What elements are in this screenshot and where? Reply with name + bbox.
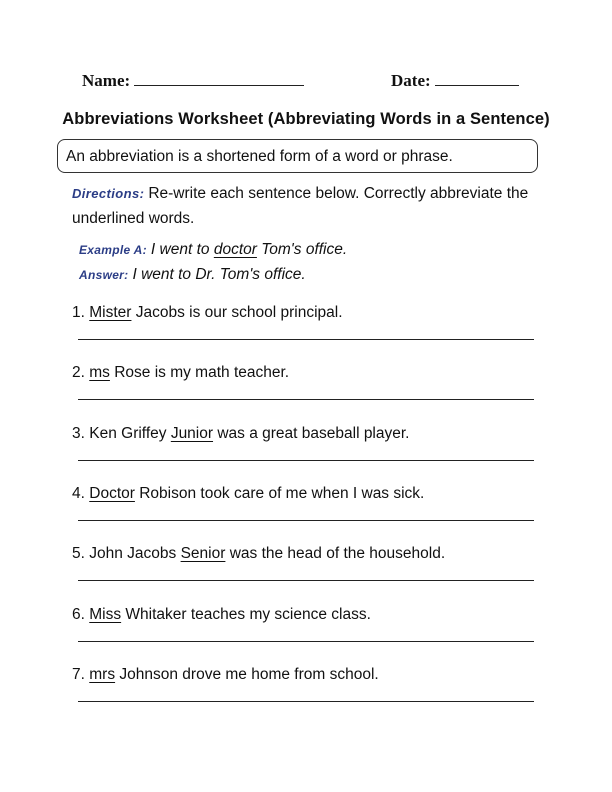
question-rest: Whitaker teaches my science class.: [121, 606, 371, 623]
question-before: John Jacobs: [89, 545, 181, 562]
question-number: 4.: [72, 485, 85, 502]
question-rest: Johnson drove me home from school.: [115, 666, 379, 683]
underlined-word: Junior: [170, 425, 214, 442]
directions: [72, 181, 542, 231]
question-text: [72, 425, 409, 443]
example-after: Tom's office.: [256, 241, 348, 258]
question-text: [72, 606, 371, 624]
question-text: [72, 485, 424, 503]
answer-line[interactable]: [78, 460, 534, 461]
question-text: [72, 364, 289, 382]
question-number: 3.: [72, 425, 85, 442]
directions-text: Re-write each sentence below. Correctly abbreviate the underlined words.: [72, 185, 529, 227]
question-text: [72, 304, 343, 322]
question-2: [72, 364, 542, 414]
question-rest: Robison took care of me when I was sick.: [134, 485, 425, 502]
question-1: [72, 304, 542, 354]
underlined-word: Mister: [89, 304, 132, 321]
definition-text: An abbreviation is a shortened form of a word or phrase.: [66, 148, 453, 165]
directions-label: Directions:: [72, 186, 145, 201]
question-text: [72, 545, 445, 563]
date-blank-line[interactable]: [435, 70, 519, 86]
question-number: 1.: [72, 304, 85, 321]
name-blank-line[interactable]: [134, 70, 304, 86]
question-number: 6.: [72, 606, 85, 623]
question-rest: Jacobs is our school principal.: [131, 304, 343, 321]
answer-line[interactable]: [78, 339, 534, 340]
example-answer: [79, 266, 306, 284]
question-6: [72, 606, 542, 656]
question-before: Ken Griffey: [89, 425, 171, 442]
answer-line[interactable]: [78, 520, 534, 521]
example-before: I went to: [150, 241, 214, 258]
answer-text: I went to Dr. Tom's office.: [132, 266, 306, 283]
answer-line[interactable]: [78, 580, 534, 581]
underlined-word: Miss: [89, 606, 122, 623]
question-rest: was a great baseball player.: [213, 425, 410, 442]
definition-box: [57, 139, 538, 173]
answer-line[interactable]: [78, 641, 534, 642]
example-a: [79, 241, 347, 259]
date-label: Date:: [391, 71, 431, 90]
question-4: [72, 485, 542, 535]
question-rest: was the head of the household.: [225, 545, 446, 562]
underlined-word: Doctor: [89, 485, 135, 502]
answer-line[interactable]: [78, 399, 534, 400]
answer-line[interactable]: [78, 701, 534, 702]
header: [0, 70, 612, 94]
question-text: [72, 666, 379, 684]
question-5: [72, 545, 542, 595]
question-number: 2.: [72, 364, 85, 381]
name-field: [82, 70, 304, 91]
question-3: [72, 425, 542, 475]
example-underlined-word: doctor: [213, 241, 257, 258]
underlined-word: Senior: [180, 545, 226, 562]
question-7: [72, 666, 542, 716]
underlined-word: mrs: [89, 666, 116, 683]
answer-label: Answer:: [79, 268, 129, 282]
name-label: Name:: [82, 71, 131, 90]
example-label: Example A:: [79, 243, 147, 257]
underlined-word: ms: [89, 364, 110, 381]
worksheet-title: Abbreviations Worksheet (Abbreviating Words in a Sentence): [62, 110, 550, 128]
date-field: [391, 70, 519, 91]
question-number: 7.: [72, 666, 85, 683]
question-number: 5.: [72, 545, 85, 562]
question-rest: Rose is my math teacher.: [109, 364, 290, 381]
